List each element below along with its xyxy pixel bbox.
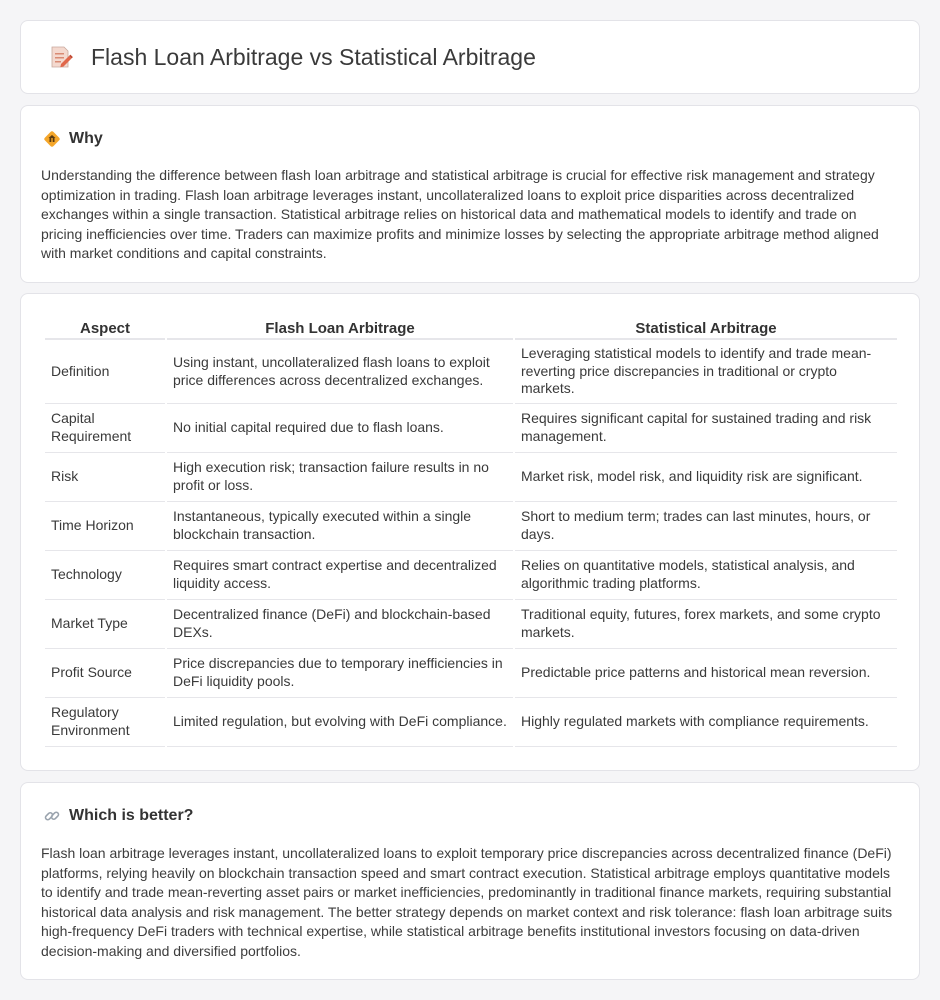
document-pen-icon xyxy=(47,44,73,70)
flash-loan-cell: Requires smart contract expertise and decentralized liquidity access. xyxy=(167,551,513,600)
table-row xyxy=(45,340,897,404)
table-row xyxy=(45,404,897,453)
statistical-cell: Market risk, model risk, and liquidity risk are significant. xyxy=(515,453,897,502)
header-flash-loan: Flash Loan Arbitrage xyxy=(167,314,513,340)
why-heading: Why xyxy=(69,130,103,147)
statistical-cell: Requires significant capital for sustained trading and risk management. xyxy=(515,404,897,453)
table-row xyxy=(45,453,897,502)
flash-loan-cell: No initial capital required due to flash loans. xyxy=(167,404,513,453)
statistical-cell: Relies on quantitative models, statistical analysis, and algorithmic trading platforms. xyxy=(515,551,897,600)
statistical-cell: Predictable price patterns and historical mean reversion. xyxy=(515,649,897,698)
flash-loan-cell: Decentralized finance (DeFi) and blockchain-based DEXs. xyxy=(167,600,513,649)
table-header-row xyxy=(45,314,897,340)
header-statistical: Statistical Arbitrage xyxy=(515,314,897,340)
flash-loan-cell: Using instant, uncollateralized flash loans to exploit price differences across decentralized exchanges. xyxy=(167,340,513,404)
flash-loan-cell: Instantaneous, typically executed within a single blockchain transaction. xyxy=(167,502,513,551)
aspect-cell: Profit Source xyxy=(45,649,165,698)
aspect-cell: Definition xyxy=(45,340,165,404)
better-heading: Which is better? xyxy=(69,807,194,824)
comparison-section xyxy=(20,293,920,771)
aspect-cell: Market Type xyxy=(45,600,165,649)
flash-loan-cell: Limited regulation, but evolving with DeFi compliance. xyxy=(167,698,513,747)
header-aspect: Aspect xyxy=(45,314,165,340)
table-row xyxy=(45,649,897,698)
aspect-cell: Technology xyxy=(45,551,165,600)
why-text: Understanding the difference between flash loan arbitrage and statistical arbitrage is crucial for effective risk management and strategy optimization in trading. Flash loan arbitrage leverages instant, uncollateralized loans to exploit price disparities across decentralized exchanges within a single transaction. Statistical arbitrage relies on historical data and mathematical models to identify and trade on pricing inefficiencies over time. Traders can maximize profits and minimize losses by selecting the appropriate arbitrage method aligned with market conditions and capital constraints. xyxy=(41,167,879,262)
table-row xyxy=(45,502,897,551)
road-sign-icon xyxy=(43,130,61,148)
why-section xyxy=(20,105,920,283)
aspect-cell: Regulatory Environment xyxy=(45,698,165,747)
statistical-cell: Leveraging statistical models to identify and trade mean-reverting price discrepancies in traditional or crypto markets. xyxy=(515,340,897,404)
table-row xyxy=(45,698,897,747)
comparison-table xyxy=(43,314,899,747)
better-section xyxy=(20,782,920,980)
aspect-cell: Risk xyxy=(45,453,165,502)
aspect-cell: Time Horizon xyxy=(45,502,165,551)
flash-loan-cell: Price discrepancies due to temporary inefficiencies in DeFi liquidity pools. xyxy=(167,649,513,698)
better-text: Flash loan arbitrage leverages instant, uncollateralized loans to exploit temporary price discrepancies across decentralized finance (DeFi) platforms, relying heavily on blockchain transaction speed and smart contract execution. Statistical arbitrage employs quantitative models to identify and trade mean-reverting asset pairs or market inefficiencies, predominantly in traditional finance markets, requiring substantial historical data analysis and risk management. The better strategy depends on market context and risk tolerance: flash loan arbitrage suits high-frequency DeFi traders with technical expertise, while statistical arbitrage benefits institutional investors focusing on data-driven decision-making and diversified portfolios. xyxy=(41,845,893,959)
page-title: Flash Loan Arbitrage vs Statistical Arbitrage xyxy=(91,43,536,70)
table-row xyxy=(45,600,897,649)
statistical-cell: Short to medium term; trades can last minutes, hours, or days. xyxy=(515,502,897,551)
flash-loan-cell: High execution risk; transaction failure results in no profit or loss. xyxy=(167,453,513,502)
statistical-cell: Traditional equity, futures, forex markets, and some crypto markets. xyxy=(515,600,897,649)
aspect-cell: Capital Requirement xyxy=(45,404,165,453)
title-card xyxy=(20,20,920,94)
link-icon xyxy=(43,807,61,825)
statistical-cell: Highly regulated markets with compliance requirements. xyxy=(515,698,897,747)
table-row xyxy=(45,551,897,600)
